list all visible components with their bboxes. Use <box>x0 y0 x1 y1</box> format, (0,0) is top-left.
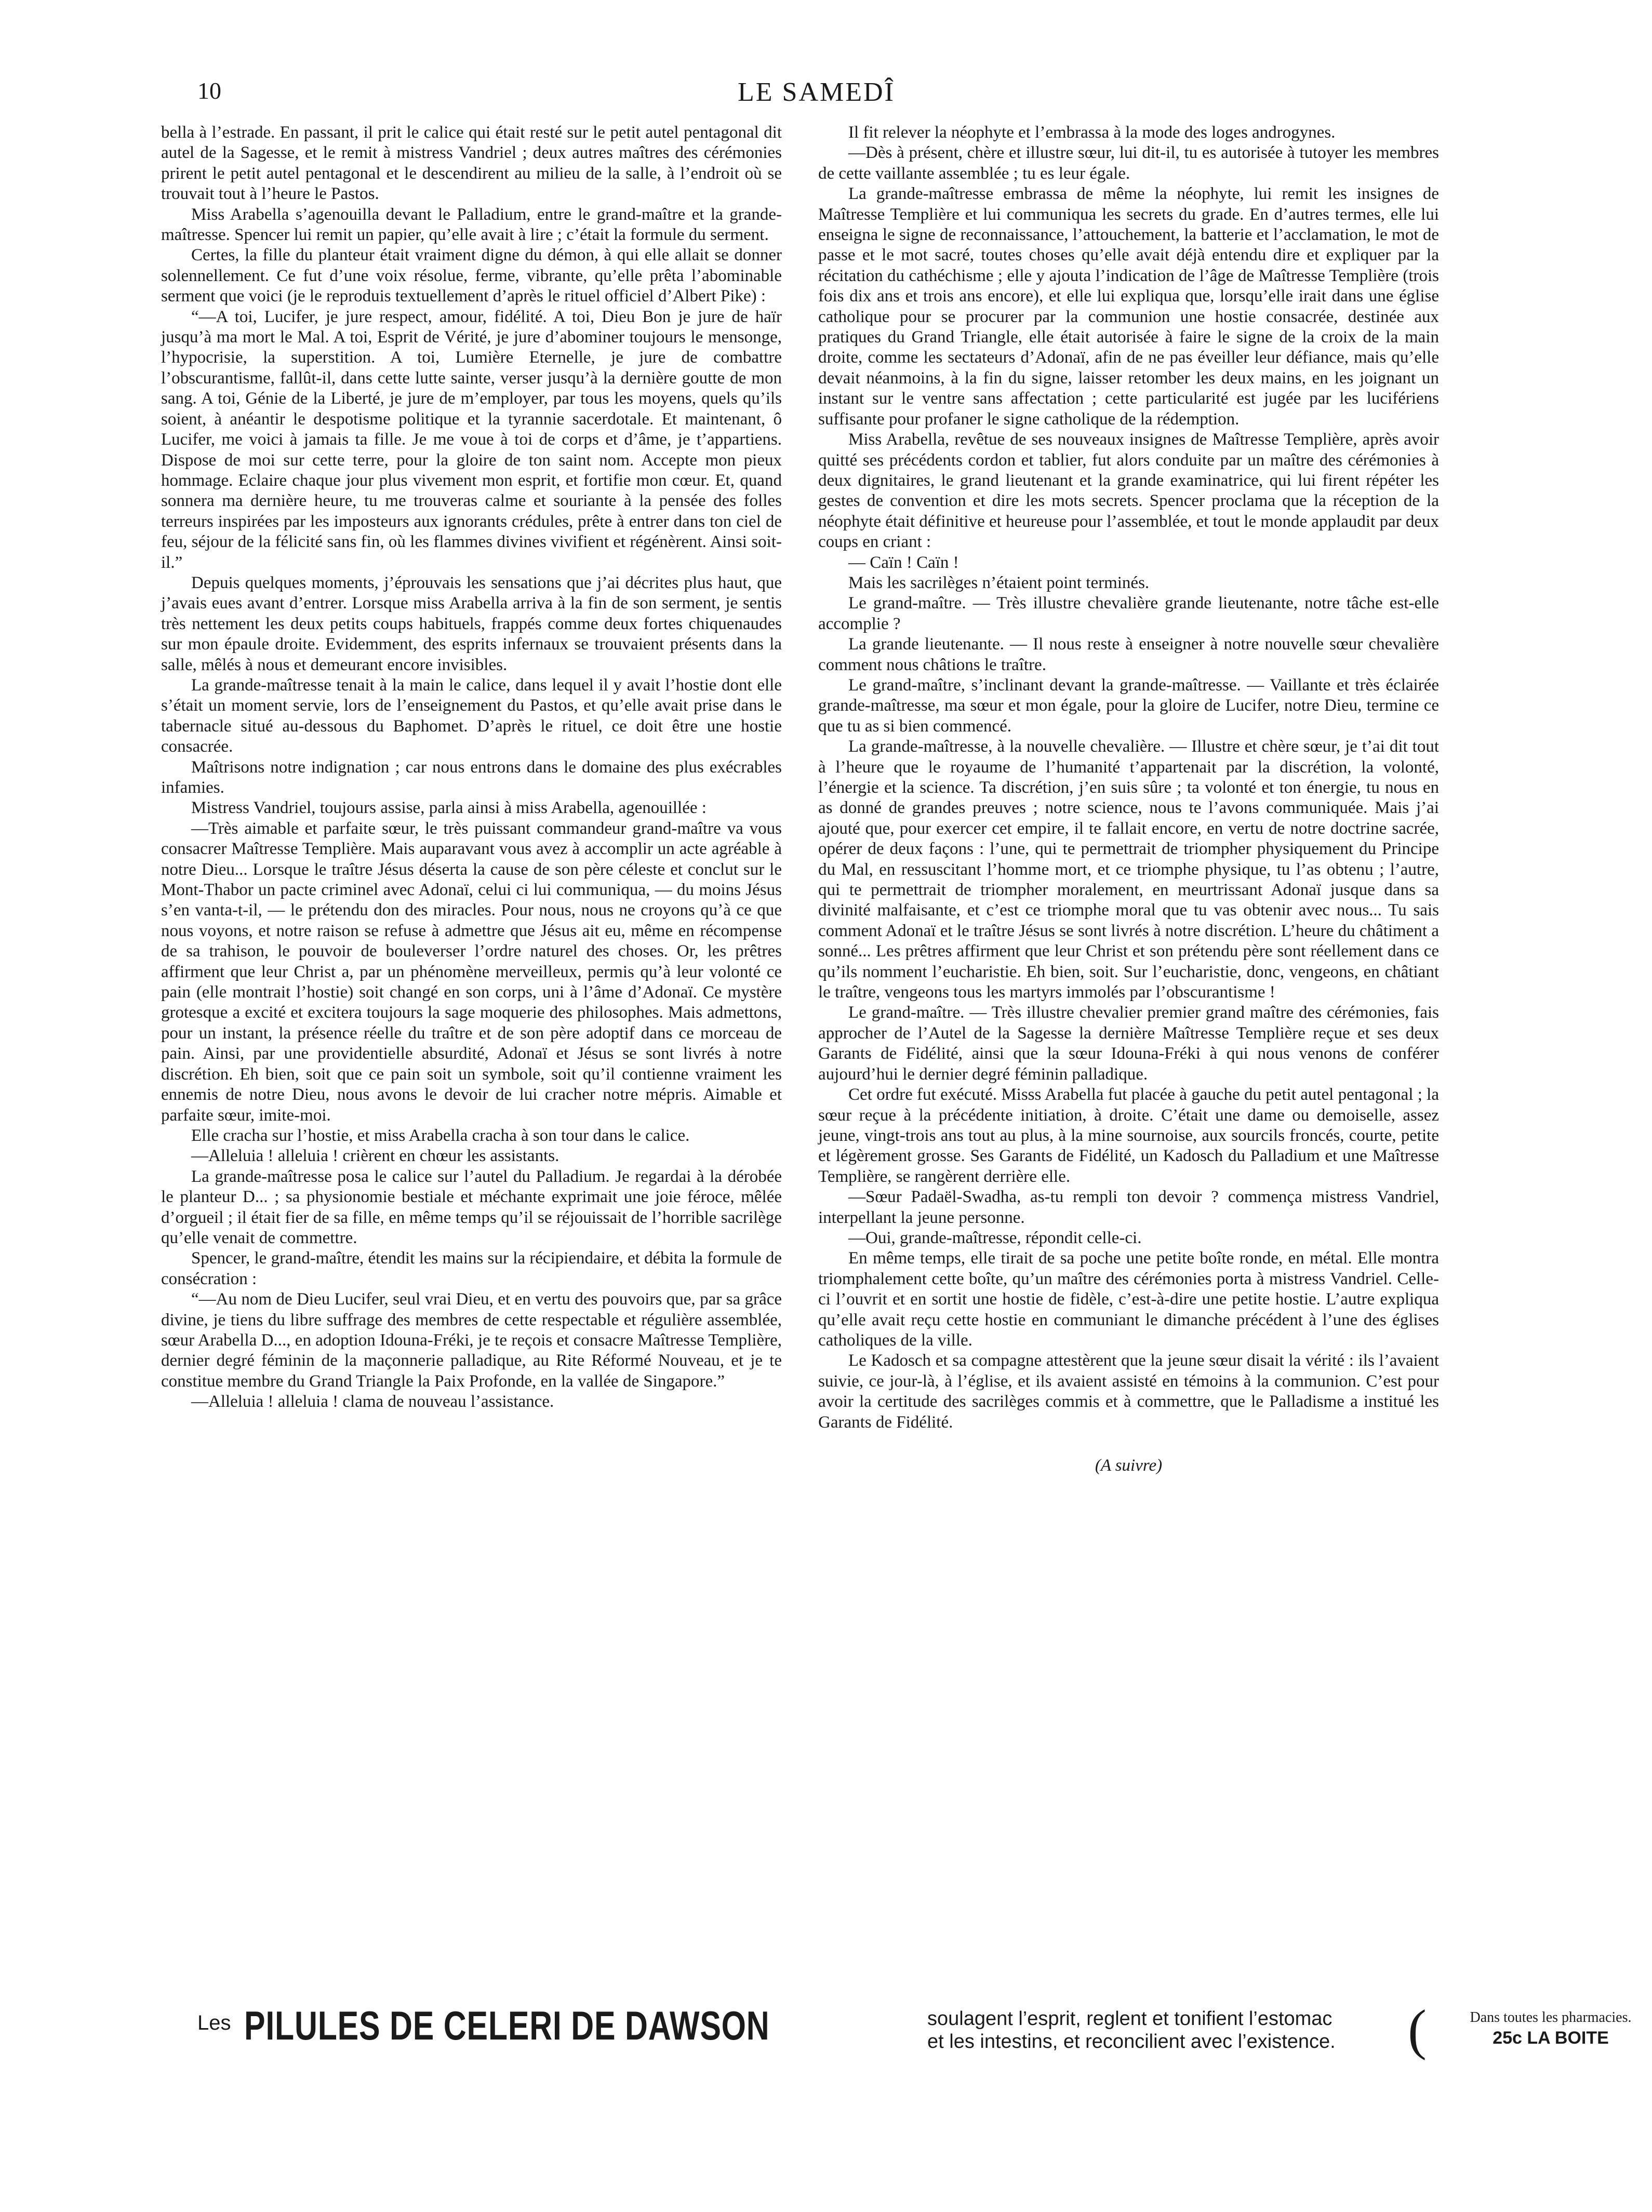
article-column-right <box>818 123 1439 1476</box>
paragraph: Miss Arabella s’agenouilla devant le Palladium, entre le grand-maître et la grande-maîtresse. Spencer lui remit un papier, qu’elle avait à lire ; c’était la formule du serment. <box>161 205 782 245</box>
paragraph: La grande lieutenante. — Il nous reste à enseigner à notre nouvelle sœur chevalière comment nous châtions le traître. <box>818 635 1439 674</box>
paragraph: “—Au nom de Dieu Lucifer, seul vrai Dieu, et en vertu des pouvoirs que, par sa grâce divine, je tiens du libre suffrage des membres de cette respectable et régulière assemblée, sœur Arabella D..., en adoption Idouna-Fréki, je te reçois et consacre Maîtresse Templière, dernier degré féminin de la maçonnerie palladique, au Rite Réformé Nouveau, et je te constitue membre du Grand Triangle la Paix Profonde, en la vallée de Singapore.” <box>161 1290 782 1391</box>
paragraph: bella à l’estrade. En passant, il prit le calice qui était resté sur le petit autel pentagonal dit autel de la Sagesse, et le remit à mistress Vandriel ; deux autres maîtres des cérémonies prirent le petit autel pentagonal et le descendirent au milieu de la salle, à l’endroit où se trouvait tout à l’heure le Pastos. <box>161 123 782 204</box>
ad-line-1: soulagent l’esprit, reglent et tonifient l’estomac <box>927 2008 1333 2030</box>
advertisement <box>197 1999 1632 2063</box>
paragraph: Le grand-maître. — Très illustre chevalière grande lieutenante, notre tâche est-elle accomplie ? <box>818 594 1439 633</box>
paragraph: La grande-maîtresse posa le calice sur l’autel du Palladium. Je regardai à la dérobée le planteur D... ; sa physionomie bestiale et méchante exprimait une joie féroce, mêlée d’orgueil ; il était fier de sa fille, en même temps qu’il se réjouissait de l’horrible sacrilège qu’elle venait de commettre. <box>161 1167 782 1247</box>
paragraph: Mistress Vandriel, toujours assise, parla ainsi à miss Arabella, agenouillée : <box>191 798 707 818</box>
page-number: 10 <box>197 77 221 104</box>
ad-text <box>927 2007 1442 2053</box>
paragraph: —Oui, grande-maîtresse, répondit celle-ci. <box>848 1228 1142 1247</box>
ad-brand: PILULES DE CELERI DE DAWSON <box>244 2003 770 2048</box>
ad-note-price: 25c LA BOITE <box>1493 2028 1609 2048</box>
paragraph: Spencer, le grand-maître, étendit les mains sur la récipiendaire, et débita la formule de consécration : <box>161 1249 782 1288</box>
paragraph: Depuis quelques moments, j’éprouvais les sensations que j’ai décrites plus haut, que j’avais eues avant d’entrer. Lorsque miss Arabella arriva à la fin de son serment, je sentis très nettement les deux petits coups habituels, frappés comme deux fortes chiquenaudes sur mon épaule droite. Evidemment, des esprits infernaux se trouvaient présents dans la salle, mêlés à nous et demeurant encore invisibles. <box>161 573 782 674</box>
ad-note-pharmacies: Dans toutes les pharmacies. <box>1470 2009 1632 2026</box>
paragraph: Il fit relever la néophyte et l’embrassa à la mode des loges androgynes. <box>848 123 1336 142</box>
paragraph: En même temps, elle tirait de sa poche une petite boîte ronde, en métal. Elle montra triomphalement cette boîte, qu’un maître des cérémonies porta à mistress Vandriel. Celle-ci l’ouvrit et en sortit une hostie de fidèle, c’est-à-dire une petite hostie. L’autre expliqua qu’elle avait reçu cette hostie en communiant le dimanche précédent à l’une des églises catholiques de la ville. <box>818 1249 1439 1350</box>
ad-note <box>1449 2009 1652 2048</box>
paragraph: “—A toi, Lucifer, je jure respect, amour, fidélité. A toi, Dieu Bon je jure de haïr jusqu’à ma mort le Mal. A toi, Esprit de Vérité, je jure d’abominer toujours le mensonge, l’hypocrisie, la superstition. A toi, Lumière Eternelle, je jure de combattre l’obscurantisme, fallût-il, dans cette lutte sainte, verser jusqu’à la dernière goutte de mon sang. A toi, Génie de la Liberté, je jure de m’employer, par tous les moyens, quels qu’ils soient, à anéantir le despotisme politique et la tyrannie sacerdotale. Et maintenant, ô Lucifer, me voici à jamais ta fille. Je me voue à toi de corps et d’âme, je t’appartiens. Dispose de moi sur cette terre, pour la gloire de ton saint nom. Accepte mon pieux hommage. Eclaire chaque jour plus vivement mon esprit, et fortifie mon cœur. Et, quand sonnera ma dernière heure, tu me trouveras calme et souriante à la pensée des folles terreurs inspirées par les imposteurs aux ignorants crédules, prête à entrer dans ton ciel de feu, séjour de la félicité sans fin, où les flammes divines vivifient et régénèrent. Ainsi soit-il.” <box>161 307 782 572</box>
paragraph: —Alleluia ! alleluia ! crièrent en chœur les assistants. <box>191 1147 559 1166</box>
paragraph: Cet ordre fut exécuté. Misss Arabella fut placée à gauche du petit autel pentagonal ; la sœur reçue à la précédente initiation, à droite. C’était une dame ou demoiselle, assez jeune, vingt-trois ans tout au plus, à la mine sournoise, aux sourcils froncés, courte, petite et légèrement grosse. Ses Garants de Fidélité, un Kadosch du Palladium et une Maîtresse Templière, se rangèrent derrière elle. <box>818 1085 1439 1186</box>
paragraph: La grande-maîtresse, à la nouvelle chevalière. — Illustre et chère sœur, je t’ai dit tout à l’heure que le royaume de l’humanité t’appartenait par la discrétion, la volonté, l’énergie et la science. Ta discrétion, j’en suis sûre ; ta volonté et ton énergie, tu nous en as donné de grandes preuves ; notre science, nous te l’avons communiquée. Mais j’ai ajouté que, pour exercer cet empire, il te fallait encore, en vertu de notre doctrine sacrée, opérer de deux façons : l’une, qui te permettrait de triompher physiquement du Principe du Mal, en ressuscitant l’homme mort, et ce triomphe physique, tu l’as obtenu ; l’autre, qui te permettrait de triompher moralement, en meurtrissant Adonaï jusque dans sa divinité malfaisante, et c’est ce triomphe moral que tu vas obtenir avec nous... Tu sais comment Adonaï et le traître Jésus se sont livrés à notre discrétion. L’heure du châtiment a sonné... Les prêtres affirment que leur Christ et son prétendu père sont réellement dans ce qu’ils nomment l’eucharistie. Eh bien, soit. Sur l’eucharistie, donc, vengeons, en châtiant le traître, vengeons tous les martyrs immolés par l’obscurantisme ! <box>818 737 1439 1002</box>
paragraph: Le grand-maître. — Très illustre chevalier premier grand maître des cérémonies, fais approcher de l’Autel de la Sagesse la dernière Maîtresse Templière reçue et ses deux Garants de Fidélité, ainsi que la sœur Idouna-Fréki à qui nous venons de conférer aujourd’hui le dernier degré féminin palladique. <box>818 1003 1439 1084</box>
article-column-left <box>161 123 782 1413</box>
paragraph: — Caïn ! Caïn ! <box>848 553 959 572</box>
paragraph: Le grand-maître, s’inclinant devant la grande-maîtresse. — Vaillante et très éclairée grande-maîtresse, ma sœur et mon égale, pour la gloire de Lucifer, notre Dieu, termine ce que tu as si bien commencé. <box>818 675 1439 736</box>
to-be-continued: (A suivre) <box>1095 1456 1163 1475</box>
paragraph: La grande-maîtresse tenait à la main le calice, dans lequel il y avait l’hostie dont elle s’était un moment servie, lors de l’enseignement du Pastos, et qu’elle avait prise dans le tabernacle situé au-dessous du Baphomet. D’après le rituel, ce doit être une hostie consacrée. <box>161 675 782 756</box>
paragraph: —Très aimable et parfaite sœur, le très puissant commandeur grand-maître va vous consacrer Maîtresse Templière. Mais auparavant vous avez à accomplir un acte agréable à notre Dieu... Lorsque le traître Jésus déserta la cause de son père céleste et conclut sur le Mont-Thabor un pacte criminel avec Adonaï, celui ci lui communiqua, — du moins Jésus s’en vanta-t-il, — le prétendu don des miracles. Pour nous, nous ne croyons qu’à ce que nous voyons, et notre raison se refuse à admettre que Jésus ait eu, même en récompense de sa trahison, le pouvoir de bouleverser l’ordre naturel des choses. Or, les prêtres affirment que leur Christ a, par un phénomène merveilleux, permis qu’à leur volonté ce pain (elle montrait l’hostie) soit changé en son corps, uni à l’âme d’Adonaï. Ce mystère grotesque a excité et excitera toujours la sage moquerie des philosophes. Mais admettons, pour un instant, la présence réelle du traître et de son père adoptif dans ce morceau de pain. Ainsi, par une providentielle absurdité, Adonaï et Jésus se sont livrés à notre discrétion. Eh bien, soit que ce pain soit un symbole, soit qu’il contienne vraiment les ennemis de notre Dieu, nous avons le devoir de lui cracher notre mépris. Aimable et parfaite sœur, imite-moi. <box>161 819 782 1125</box>
paragraph: Certes, la fille du planteur était vraiment digne du démon, à qui elle allait se donner solennellement. Ce fut d’une voix résolue, ferme, vibrante, qu’elle prêta l’abominable serment que voici (je le reproduis textuellement d’après le rituel officiel d’Albert Pike) : <box>161 246 782 306</box>
paragraph: Maîtrisons notre indignation ; car nous entrons dans le domaine des plus exécrables infamies. <box>161 757 782 797</box>
paragraph: Le Kadosch et sa compagne attestèrent que la jeune sœur disait la vérité : ils l’avaient suivie, ce jour-là, à l’église, et ils avaient assisté en témoins à la communion. C’est pour avoir la certitude des sacrilèges commis et à commettre, que le Palladisme a institué les Garants de Fidélité. <box>818 1351 1439 1432</box>
paragraph: Elle cracha sur l’hostie, et miss Arabella cracha à son tour dans le calice. <box>191 1126 690 1145</box>
page-title: LE SAMEDÎ <box>738 77 895 107</box>
ad-line-2: et les intestins, et reconcilient avec l’existence. <box>927 2031 1336 2053</box>
paragraph: La grande-maîtresse embrassa de même la néophyte, lui remit les insignes de Maîtresse Templière et lui communiqua les secrets du grade. En d’autres termes, elle lui enseigna le signe de reconnaissance, l’attouchement, la batterie et l’acclamation, le mot de passe et le mot sacré, toutes choses qu’elle avait déjà entendu dire et expliquer par la récitation du cathéchisme ; elle y ajouta l’indication de l’âge de Maîtresse Templière (trois fois dix ans et trois ans encore), et elle lui expliqua que, lorsqu’elle irait dans une église catholique pour se procurer par la communion une hostie consacrée, destinée aux pratiques du Grand Triangle, elle était autorisée à faire le signe de la croix de la main droite, comme les sectateurs d’Adonaï, afin de ne pas éveiller leur défiance, mais qu’elle devait néanmoins, à la fin du signe, laisser retomber les deux mains, en les joignant un instant sur le ventre sans affectation ; cette particularité est jugée par les lucifériens suffisante pour profaner le signe catholique de la rédemption. <box>818 184 1439 429</box>
paragraph: —Sœur Padaël-Swadha, as-tu rempli ton devoir ? commença mistress Vandriel, interpellant la jeune personne. <box>818 1188 1439 1227</box>
paragraph: Miss Arabella, revêtue de ses nouveaux insignes de Maîtresse Templière, après avoir quitté ses précédents cordon et tablier, fut alors conduite par un maître des cérémonies à deux dignitaires, le grand lieutenant et la grande examinatrice, qui lui firent répéter les gestes de convention et dire les mots secrets. Spencer proclama que la réception de la néophyte était définitive et heureuse pour l’assemblée, et tout le monde applaudit par deux coups en criant : <box>818 430 1439 552</box>
paragraph: —Alleluia ! alleluia ! clama de nouveau l’assistance. <box>191 1392 554 1411</box>
ad-prefix: Les <box>197 2011 231 2034</box>
paragraph: Mais les sacrilèges n’étaient point terminés. <box>848 573 1150 592</box>
brace-icon: ( <box>1408 1999 1427 2061</box>
paragraph: —Dès à présent, chère et illustre sœur, lui dit-il, tu es autorisée à tutoyer les membres de cette vaillante assemblée ; tu es leur égale. <box>818 143 1439 183</box>
